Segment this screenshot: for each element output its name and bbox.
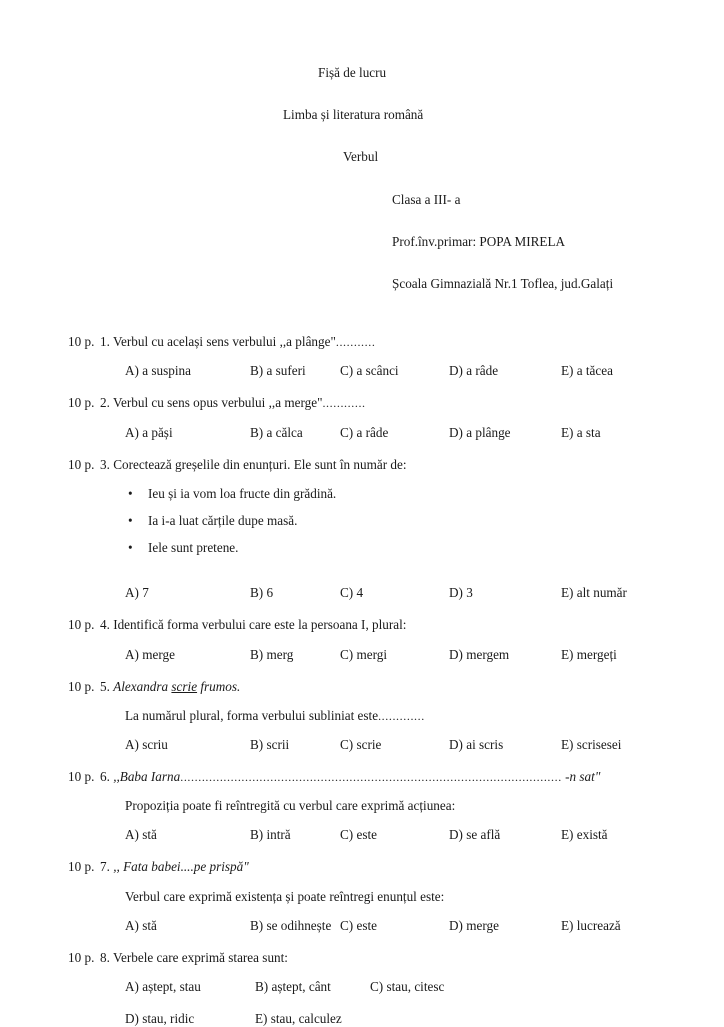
question-7-prompt <box>100 860 249 873</box>
question-7-quote: ,, Fata babei....pe prispă" <box>113 859 249 875</box>
question-4-option-c[interactable]: C) mergi <box>340 646 388 662</box>
question-8-text: 8. Verbele care exprimă starea sunt: <box>100 949 288 965</box>
question-7-option-c[interactable]: C) este <box>340 917 377 933</box>
question-6-points: 10 p. <box>68 769 95 785</box>
question-2-option-d[interactable]: D) a plânge <box>449 424 511 440</box>
question-5-option-d[interactable]: D) ai scris <box>449 737 504 753</box>
question-3-points: 10 p. <box>68 456 95 472</box>
question-6-number: 6. <box>100 769 114 785</box>
question-3-option-e[interactable]: E) alt număr <box>561 585 627 601</box>
question-1-option-c[interactable]: C) a scânci <box>340 363 399 379</box>
question-4 <box>0 618 724 662</box>
document-header <box>0 0 724 290</box>
question-4-text: 4. Identifică forma verbului care este la persoana I, plural: <box>100 617 407 633</box>
bullet-text: Ia i-a luat cărțile dupe masă. <box>148 513 298 529</box>
question-4-option-e[interactable]: E) mergeți <box>561 646 617 662</box>
question-8-options-row-1 <box>0 980 724 995</box>
question-5-points: 10 p. <box>68 678 95 694</box>
question-8-option-c[interactable]: C) stau, citesc <box>370 979 445 995</box>
question-1-option-a[interactable]: A) a suspina <box>125 363 191 379</box>
question-1-options <box>0 364 724 379</box>
question-7-points: 10 p. <box>68 859 95 875</box>
question-7-option-d[interactable]: D) merge <box>449 917 499 933</box>
question-6-option-a[interactable]: A) stă <box>125 827 157 843</box>
question-2-leader: ............ <box>322 396 366 411</box>
question-7-option-a[interactable]: A) stă <box>125 917 157 933</box>
question-2-option-c[interactable]: C) a râde <box>340 424 389 440</box>
question-7-subline: Verbul care exprimă existența și poate reîntregi enunțul este: <box>125 888 445 904</box>
question-1-line <box>0 335 724 348</box>
question-2-option-a[interactable]: A) a păși <box>125 424 173 440</box>
question-5-underlined-verb: scrie <box>171 678 198 694</box>
header-grade: Clasa a III- a <box>392 191 461 207</box>
question-8-points: 10 p. <box>68 949 95 965</box>
question-6-subline: Propoziția poate fi reîntregită cu verbul care exprimă acțiunea: <box>125 798 456 814</box>
question-3-option-c[interactable]: C) 4 <box>340 585 364 601</box>
question-2 <box>0 396 724 440</box>
question-3-text: 3. Corectează greșelile din enunțuri. Ele sunt în număr de: <box>100 456 407 472</box>
question-5-subline <box>0 709 724 722</box>
question-3-option-d[interactable]: D) 3 <box>449 585 473 601</box>
question-2-option-b[interactable]: B) a călca <box>250 424 303 440</box>
question-8-option-e[interactable]: E) stau, calculez <box>255 1011 342 1027</box>
question-6-option-d[interactable]: D) se află <box>449 827 501 843</box>
bullet-text: Ieu și ia vom loa fructe din grădină. <box>148 485 337 501</box>
question-8-line <box>0 951 724 964</box>
question-6-option-b[interactable]: B) intră <box>250 827 291 843</box>
question-5-sentence-before: Alexandra <box>113 678 172 694</box>
question-2-options <box>0 426 724 441</box>
question-8 <box>0 951 724 1027</box>
header-teacher: Prof.înv.primar: POPA MIRELA <box>392 233 566 249</box>
question-5-number: 5. <box>100 678 114 694</box>
bullet-text: Iele sunt pretene. <box>148 540 239 556</box>
question-1-option-e[interactable]: E) a tăcea <box>561 363 613 379</box>
question-6 <box>0 770 724 843</box>
question-6-leader: .......................................................................................................... <box>180 770 562 785</box>
question-5-subline-text: La numărul plural, forma verbului subliniat este <box>125 707 379 723</box>
question-2-points: 10 p. <box>68 395 95 411</box>
question-7 <box>0 860 724 933</box>
question-3-option-a[interactable]: A) 7 <box>125 585 149 601</box>
question-5-options <box>0 738 724 753</box>
question-6-prompt <box>100 770 600 783</box>
question-3-line <box>0 458 724 471</box>
question-2-line <box>0 396 724 409</box>
question-6-options <box>0 828 724 843</box>
question-6-quote-end: -n sat" <box>561 769 601 785</box>
question-1-option-d[interactable]: D) a râde <box>449 363 499 379</box>
bullet-icon: • <box>128 485 133 501</box>
question-1-text: 1. Verbul cu același sens verbului ,,a plânge" <box>100 334 336 350</box>
question-5-option-c[interactable]: C) scrie <box>340 737 382 753</box>
question-3-option-b[interactable]: B) 6 <box>250 585 274 601</box>
question-4-line <box>0 618 724 631</box>
question-4-option-b[interactable]: B) merg <box>250 646 294 662</box>
bullet-icon: • <box>128 513 133 529</box>
list-item <box>0 487 724 500</box>
question-8-option-d[interactable]: D) stau, ridic <box>125 1011 195 1027</box>
question-7-number: 7. <box>100 859 114 875</box>
bullet-icon: • <box>128 540 133 556</box>
questions-list <box>0 335 724 1027</box>
question-3-bullet-list <box>0 487 724 555</box>
page-title: Fișă de lucru <box>318 65 387 80</box>
question-3 <box>0 458 724 602</box>
question-4-points: 10 p. <box>68 617 95 633</box>
question-1-option-b[interactable]: B) a suferi <box>250 363 306 379</box>
question-6-option-e[interactable]: E) există <box>561 827 608 843</box>
question-8-option-a[interactable]: A) aștept, stau <box>125 979 201 995</box>
question-8-options-row-2 <box>0 1012 724 1027</box>
question-5-subline-leader: ............. <box>378 708 425 723</box>
question-5-option-e[interactable]: E) scrisesei <box>561 737 622 753</box>
question-8-option-b[interactable]: B) aștept, cânt <box>255 979 331 995</box>
question-5-prompt <box>100 680 240 693</box>
question-7-options <box>0 919 724 934</box>
question-6-quote-start: ,,Baba Iarna <box>113 769 181 785</box>
question-2-text: 2. Verbul cu sens opus verbului ,,a merge" <box>100 395 323 411</box>
header-school: Școala Gimnazială Nr.1 Toflea, jud.Galați <box>392 276 614 292</box>
header-topic: Verbul <box>343 149 379 165</box>
question-5-option-a[interactable]: A) scriu <box>125 737 168 753</box>
question-4-option-a[interactable]: A) merge <box>125 646 175 662</box>
question-1-leader: ........... <box>335 335 376 350</box>
question-3-options <box>0 586 724 601</box>
list-item <box>0 514 724 527</box>
question-7-option-e[interactable]: E) lucrează <box>561 917 621 933</box>
question-6-line <box>0 770 724 783</box>
list-item <box>0 541 724 554</box>
question-7-line <box>0 860 724 873</box>
question-6-option-c[interactable]: C) este <box>340 827 377 843</box>
spacer <box>0 568 724 586</box>
question-4-option-d[interactable]: D) mergem <box>449 646 510 662</box>
question-2-option-e[interactable]: E) a sta <box>561 424 601 440</box>
question-5-sentence-after: frumos. <box>197 678 241 694</box>
question-1 <box>0 335 724 379</box>
question-7-option-b[interactable]: B) se odihnește <box>250 917 332 933</box>
question-4-options <box>0 648 724 663</box>
header-subject: Limba și literatura română <box>283 107 424 123</box>
question-5-option-b[interactable]: B) scrii <box>250 737 290 753</box>
question-5 <box>0 680 724 753</box>
question-1-points: 10 p. <box>68 334 95 350</box>
question-5-line <box>0 680 724 693</box>
